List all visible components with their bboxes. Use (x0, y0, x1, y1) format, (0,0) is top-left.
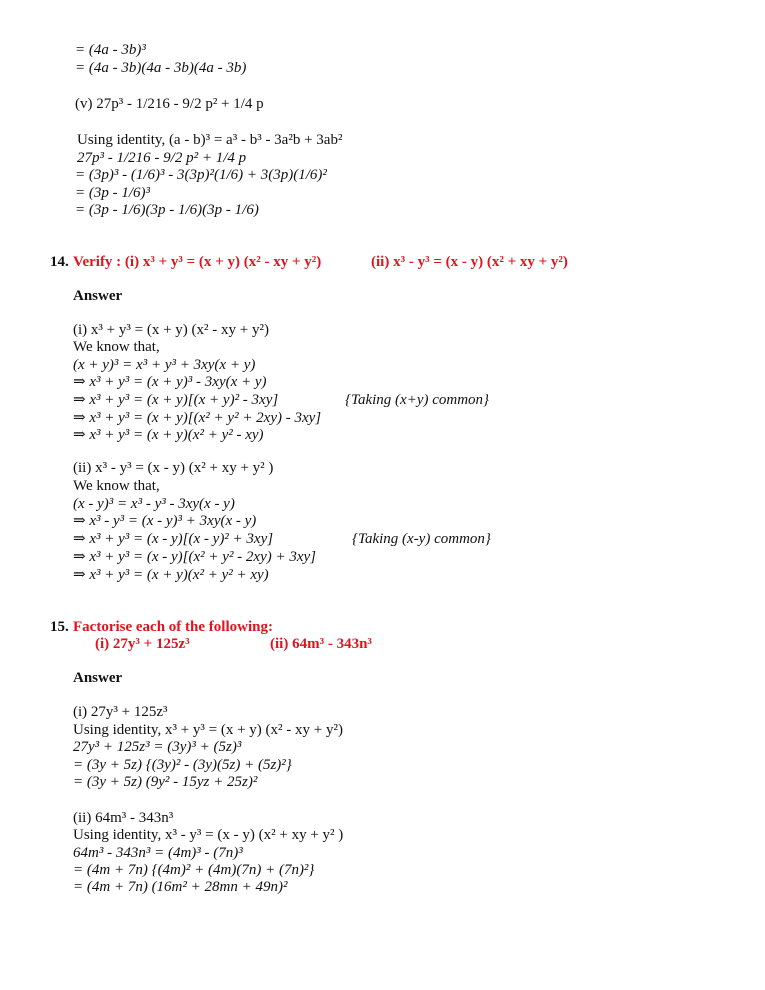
math-line: (ii) 64m³ - 343n³ (73, 810, 174, 826)
math-line: = (4a - 3b)³ (75, 42, 146, 58)
question-15-sub-ii: (ii) 64m³ - 343n³ (270, 636, 372, 652)
math-line: Using identity, (a - b)³ = a³ - b³ - 3a²b + 3ab² (77, 132, 343, 148)
math-line: Using identity, x³ - y³ = (x - y) (x² + xy + y² ) (73, 827, 344, 843)
math-line: = (3p - 1/6)³ (75, 185, 151, 201)
text-line: We know that, (73, 339, 160, 355)
math-line: ⇒ x³ + y³ = (x - y)[(x² + y² - 2xy) + 3xy] (73, 549, 317, 565)
question-14-title-i: Verify : (i) x³ + y³ = (x + y) (x² - xy + y²) (73, 254, 322, 270)
math-line: = (4a - 3b)(4a - 3b)(4a - 3b) (75, 60, 247, 76)
answer-label: Answer (73, 670, 123, 686)
question-15-sub-i: (i) 27y³ + 125z³ (95, 636, 190, 652)
math-line: ⇒ x³ + y³ = (x + y)³ - 3xy(x + y) (73, 374, 267, 390)
math-line: = (3p)³ - (1/6)³ - 3(3p)²(1/6) + 3(3p)(1/6)² (75, 167, 327, 183)
math-line: ⇒ x³ + y³ = (x + y)[(x² + y² + 2xy) - 3xy] (73, 410, 322, 426)
math-line: ⇒ x³ + y³ = (x + y)(x² + y² + xy) (73, 567, 269, 583)
math-line: = (3y + 5z) (9y² - 15yz + 25z)² (73, 774, 258, 790)
note: {Taking (x-y) common} (352, 531, 491, 547)
math-line: (i) x³ + y³ = (x + y) (x² - xy + y²) (73, 322, 269, 338)
math-line: = (3y + 5z) {(3y)² - (3y)(5z) + (5z)²} (73, 757, 292, 773)
answer-label: Answer (73, 288, 123, 304)
question-14-title-ii: (ii) x³ - y³ = (x - y) (x² + xy + y²) (371, 254, 568, 270)
math-line: 27y³ + 125z³ = (3y)³ + (5z)³ (73, 739, 242, 755)
math-line: = (3p - 1/6)(3p - 1/6)(3p - 1/6) (75, 202, 259, 218)
math-line: (x - y)³ = x³ - y³ - 3xy(x - y) (73, 496, 235, 512)
question-number: 14. (50, 254, 69, 270)
part-v-title: (v) 27p³ - 1/216 - 9/2 p² + 1/4 p (75, 96, 264, 112)
math-line: (ii) x³ - y³ = (x - y) (x² + xy + y² ) (73, 460, 274, 476)
text-line: We know that, (73, 478, 160, 494)
math-line: = (4m + 7n) (16m² + 28mn + 49n)² (73, 879, 288, 895)
question-15-title: Factorise each of the following: (73, 619, 273, 635)
question-number: 15. (50, 619, 69, 635)
math-line: 64m³ - 343n³ = (4m)³ - (7n)³ (73, 845, 243, 861)
math-line: 27p³ - 1/216 - 9/2 p² + 1/4 p (77, 150, 247, 166)
math-line: ⇒ x³ + y³ = (x - y)[(x - y)² + 3xy] (73, 531, 274, 547)
note: {Taking (x+y) common} (345, 392, 490, 408)
math-line: ⇒ x³ + y³ = (x + y)(x² + y² - xy) (73, 427, 264, 443)
math-line: (x + y)³ = x³ + y³ + 3xy(x + y) (73, 357, 256, 373)
math-line: ⇒ x³ + y³ = (x + y)[(x + y)² - 3xy] (73, 392, 279, 408)
math-line: (i) 27y³ + 125z³ (73, 704, 168, 720)
math-line: ⇒ x³ - y³ = (x - y)³ + 3xy(x - y) (73, 513, 257, 529)
math-line: Using identity, x³ + y³ = (x + y) (x² - xy + y²) (73, 722, 343, 738)
math-line: = (4m + 7n) {(4m)² + (4m)(7n) + (7n)²} (73, 862, 315, 878)
